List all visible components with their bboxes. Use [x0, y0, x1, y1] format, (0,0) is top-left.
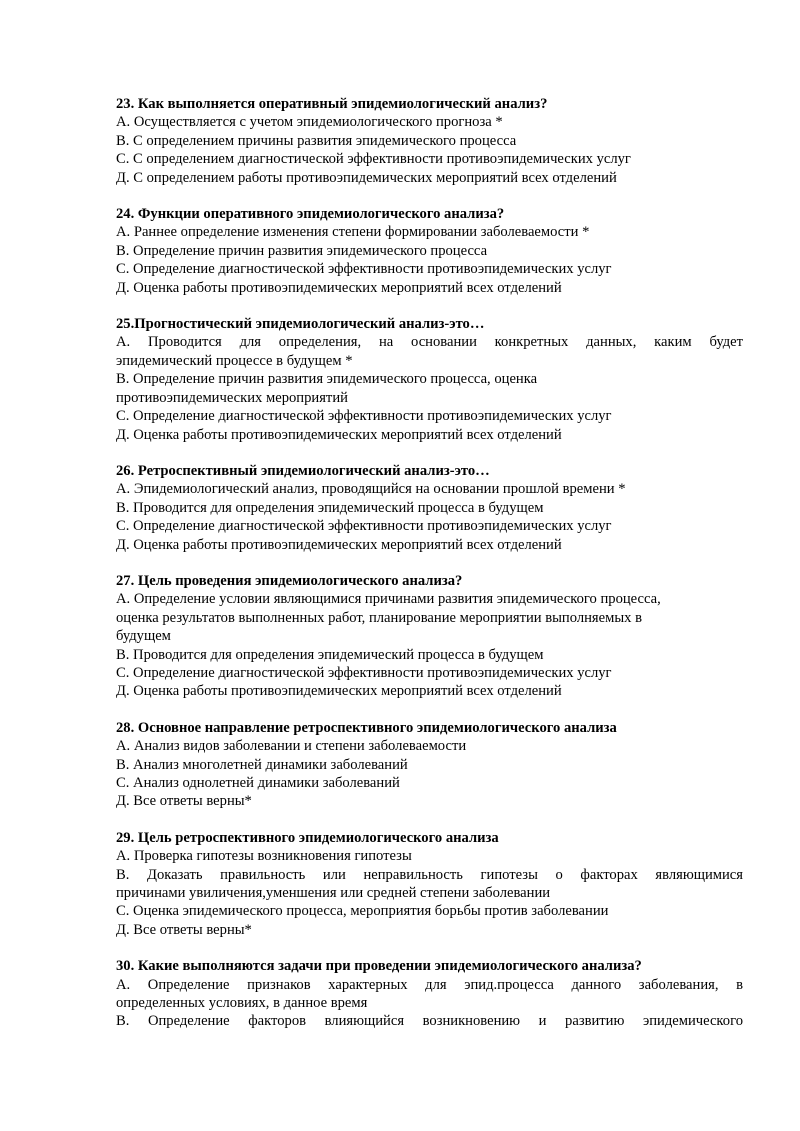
question-23 [116, 95, 743, 187]
answer-option: С. Определение диагностической эффективности противоэпидемических услуг [116, 408, 612, 425]
answer-option: С. Определение диагностической эффективности противоэпидемических услуг [116, 261, 612, 278]
question-title: 30. Какие выполняются задачи при проведении эпидемиологического анализа? [116, 958, 642, 975]
answer-option: А. Определение признаков характерных для эпид.процесса данного заболевания, в [116, 976, 743, 993]
answer-option: В. Определение причин развития эпидемического процесса [116, 242, 488, 259]
answer-option: А. Эпидемиологический анализ, проводящийся на основании прошлой времени * [116, 481, 626, 498]
answer-option: С. Анализ однолетней динамики заболеваний [116, 775, 400, 791]
answer-option: С. Оценка эпидемического процесса, мероприятия борьбы против заболевании [116, 903, 609, 920]
answer-option: Д. С определением работы противоэпидемических мероприятий всех отделений [116, 169, 617, 186]
answer-option: В. Анализ многолетней динамики заболеваний [116, 756, 408, 773]
answer-option: Д. Оценка работы противоэпидемических мероприятий всех отделений [116, 536, 562, 553]
document-page [116, 95, 743, 1049]
answer-option: Д. Все ответы верны* [116, 793, 252, 810]
answer-option: Д. Оценка работы противоэпидемических мероприятий всех отделений [116, 279, 562, 296]
question-26 [116, 462, 743, 554]
answer-option: А. Анализ видов заболевании и степени заболеваемости [116, 738, 467, 755]
answer-option: В. Проводится для определения эпидемический процесса в будущем [116, 646, 544, 663]
answer-option: А. Определение условии являющимися причинами развития эпидемического процесса, [116, 591, 661, 608]
answer-option: В. С определением причины развития эпидемического процесса [116, 132, 517, 149]
answer-option-continued: оценка результатов выполненных работ, планирование мероприятии выполняемых в [116, 609, 643, 626]
answer-option: Д. Оценка работы противоэпидемических мероприятий всех отделений [116, 683, 562, 700]
answer-option-continued: определенных условиях, в данное время [116, 995, 368, 1012]
question-24 [116, 205, 743, 297]
answer-option: С. Определение диагностической эффективности противоэпидемических услуг [116, 518, 612, 535]
question-title: 26. Ретроспективный эпидемиологический анализ-это… [116, 462, 490, 479]
question-title: 29. Цель ретроспективного эпидемиологического анализа [116, 829, 499, 846]
question-30 [116, 957, 743, 1031]
answer-option: С. С определением диагностической эффективности противоэпидемических услуг [116, 151, 631, 168]
question-title: 25.Прогностический эпидемиологический анализ-это… [116, 316, 485, 333]
answer-option: А. Проводится для определения, на основании конкретных данных, каким будет [116, 334, 743, 351]
answer-option-continued: будущем [116, 628, 171, 645]
question-29 [116, 829, 743, 939]
answer-option-continued: эпидемический процессе в будущем * [116, 352, 353, 369]
question-title: 27. Цель проведения эпидемиологического анализа? [116, 572, 463, 589]
question-title: 28. Основное направление ретроспективного эпидемиологического анализа [116, 719, 617, 736]
answer-option: В. Доказать правильность или неправильность гипотезы о факторах являющимися [116, 866, 743, 883]
answer-option-continued: противоэпидемических мероприятий [116, 389, 348, 406]
answer-option: Д. Оценка работы противоэпидемических мероприятий всех отделений [116, 426, 562, 443]
question-28 [116, 719, 743, 811]
answer-option: С. Определение диагностической эффективности противоэпидемических услуг [116, 664, 612, 681]
question-25 [116, 315, 743, 444]
answer-option: В. Определение причин развития эпидемического процесса, оценка [116, 371, 538, 388]
answer-option-continued: причинами увиличения,уменшения или средней степени заболевании [116, 885, 551, 902]
answer-option: Д. Все ответы верны* [116, 921, 252, 938]
answer-option: В. Проводится для определения эпидемический процесса в будущем [116, 499, 544, 516]
answer-option: А. Осуществляется с учетом эпидемиологического прогноза * [116, 114, 503, 131]
answer-option: А. Раннее определение изменения степени формировании заболеваемости * [116, 224, 590, 241]
question-title: 23. Как выполняется оперативный эпидемиологический анализ? [116, 96, 548, 112]
question-title: 24. Функции оперативного эпидемиологического анализа? [116, 206, 505, 223]
question-27 [116, 572, 743, 701]
answer-option: В. Определение факторов влияющийся возникновению и развитию эпидемического [116, 1013, 743, 1030]
answer-option: А. Проверка гипотезы возникновения гипотезы [116, 848, 412, 865]
